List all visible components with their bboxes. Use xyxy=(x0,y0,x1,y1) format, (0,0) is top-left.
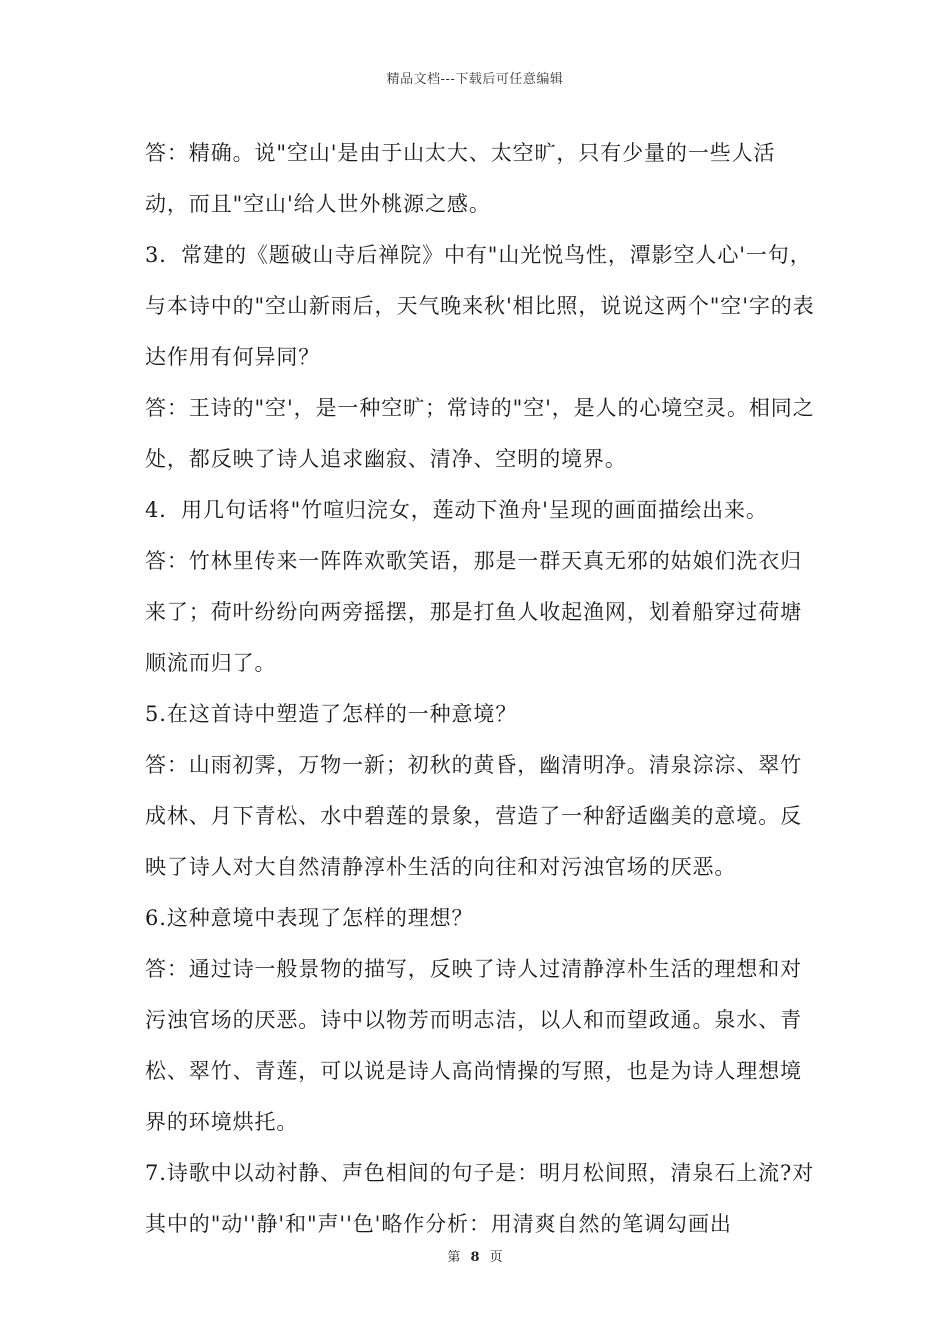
paragraph-question-4: 4．用几句话将"竹喧归浣女，莲动下渔舟'呈现的画面描绘出来。 xyxy=(145,498,768,522)
paragraph-answer-2: 答：精确。说"空山'是由于山太大、太空旷，只有少量的一些人活动，而且"空山'给人世外桃源之感。 xyxy=(145,141,776,216)
footer-suffix: 页 xyxy=(489,1250,503,1265)
paragraph-question-7: 7.诗歌中以动衬静、声色相间的句子是：明月松间照，清泉石上流?对其中的"动''静'和"声''色'略作分析：用清爽自然的笔调勾画出 xyxy=(145,1161,815,1236)
paragraph-question-5: 5.在这首诗中塑造了怎样的一种意境？ xyxy=(145,702,518,726)
page-footer xyxy=(0,1246,950,1265)
page-header: 精品文档---下载后可任意编辑 xyxy=(386,72,564,87)
footer-prefix: 第 xyxy=(447,1250,461,1265)
paragraph-question-3: 3．常建的《题破山寺后禅院》中有"山光悦鸟性，潭影空人心'一句，与本诗中的"空山新雨后，天气晚来秋'相比照，说说这两个"空'字的表达作用有何异同？ xyxy=(145,243,815,369)
paragraph-answer-4: 答：竹林里传来一阵阵欢歌笑语，那是一群天真无邪的姑娘们洗衣归来了；荷叶纷纷向两旁摇摆，那是打鱼人收起渔网，划着船穿过荷塘顺流而归了。 xyxy=(145,549,802,675)
paragraph-question-6: 6.这种意境中表现了怎样的理想？ xyxy=(145,906,474,930)
paragraph-answer-5: 答：山雨初霁，万物一新；初秋的黄昏，幽清明净。清泉淙淙、翠竹成林、月下青松、水中碧莲的景象，营造了一种舒适幽美的意境。反映了诗人对大自然清静淳朴生活的向往和对污浊官场的厌恶。 xyxy=(145,753,802,879)
paragraph-answer-6: 答：通过诗一般景物的描写，反映了诗人过清静淳朴生活的理想和对污浊官场的厌恶。诗中以物芳而明志洁，以人和而望政通。泉水、青松、翠竹、青莲，可以说是诗人高尚情操的写照，也是为诗人理想境界的环境烘托。 xyxy=(145,957,802,1134)
paragraph-answer-3: 答：王诗的"空'，是一种空旷；常诗的"空'，是人的心境空灵。相同之处，都反映了诗人追求幽寂、清净、空明的境界。 xyxy=(145,396,815,471)
document-body xyxy=(145,128,817,1250)
page-number: 8 xyxy=(470,1250,480,1265)
